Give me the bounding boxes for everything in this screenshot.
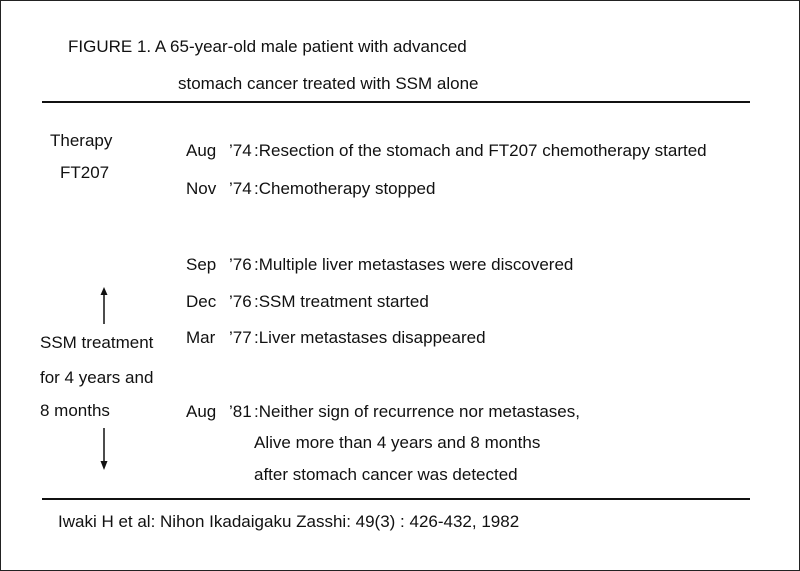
citation: Iwaki H et al: Nihon Ikadaigaku Zasshi: 49(3) : 426-432, 1982: [58, 512, 520, 531]
event-continuation-line2: after stomach cancer was detected: [254, 465, 518, 484]
event-month: Dec: [186, 292, 217, 311]
event-text: :SSM treatment started: [254, 292, 429, 311]
event-text: :Chemotherapy stopped: [254, 179, 436, 198]
event-year: ’81: [229, 402, 252, 421]
therapy-label: Therapy: [50, 131, 113, 150]
event-year: ’74: [229, 179, 252, 198]
event-year: ’77: [229, 328, 252, 347]
top-rule: [42, 101, 750, 103]
event-text: :Neither sign of recurrence nor metastases,: [254, 402, 580, 421]
event-continuation-line1: Alive more than 4 years and 8 months: [254, 433, 541, 452]
figure-title-line1: FIGURE 1. A 65-year-old male patient with advanced: [68, 37, 467, 56]
event-month: Nov: [186, 179, 217, 198]
event-month: Aug: [186, 141, 217, 160]
event-month: Aug: [186, 402, 217, 421]
ssm-treatment-label: SSM treatment: [40, 333, 154, 352]
event-text: :Liver metastases disappeared: [254, 328, 486, 347]
therapy-drug-label: FT207: [60, 163, 110, 182]
bottom-rule: [42, 498, 750, 500]
event-text: :Resection of the stomach and FT207 chemotherapy started: [254, 141, 707, 160]
event-month: Mar: [186, 328, 216, 347]
ssm-duration-label: for 4 years and: [40, 368, 154, 387]
figure-title-line2: stomach cancer treated with SSM alone: [178, 74, 479, 93]
event-text: :Multiple liver metastases were discovered: [254, 255, 574, 274]
event-month: Sep: [186, 255, 217, 274]
event-year: ’76: [229, 255, 252, 274]
event-year: ’74: [229, 141, 252, 160]
event-year: ’76: [229, 292, 252, 311]
ssm-months-label: 8 months: [40, 401, 110, 420]
up-arrow-icon: [98, 286, 110, 326]
down-arrow-icon: [98, 427, 110, 471]
